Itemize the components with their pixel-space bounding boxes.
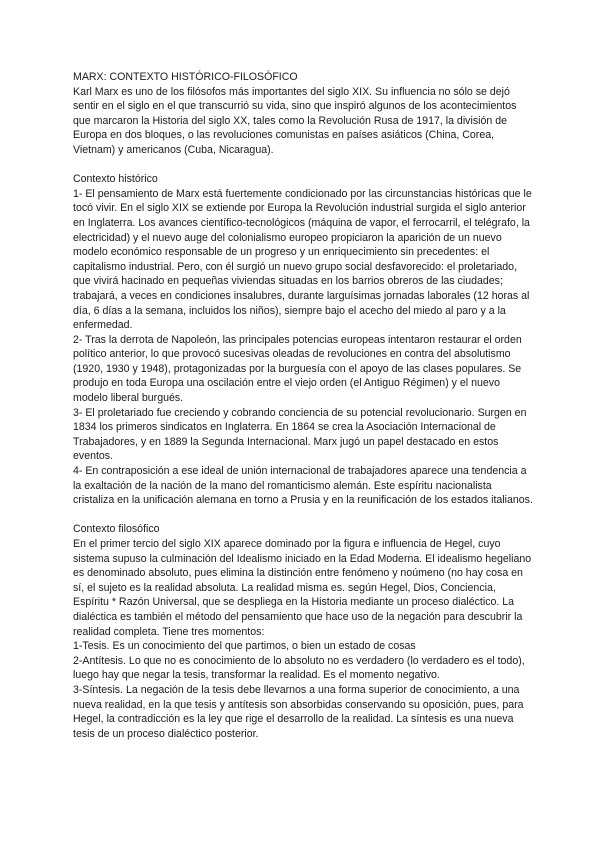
philosophical-context-heading: Contexto filosófico bbox=[73, 523, 160, 536]
antithesis-item: 2-Antítesis. Lo que no es conocimiento de lo absoluto no es verdadero (lo verdadero es el todo), luego hay que negar la tesis, transformar la realidad. Es el momento negativo. bbox=[73, 654, 525, 682]
synthesis-item: 3-Síntesis. La negación de la tesis debe llevarnos a una forma superior de conocimiento, a una nueva realidad, en la que tesis y antítesis son absorbidas conservando su oposición, pues, para Hegel, la contradicción es la ley que rige el desarrollo de la realidad. La síntesis es una nueva tesis de un proceso dialéctico posterior. bbox=[73, 683, 524, 740]
intro-paragraph: Karl Marx es uno de los filósofos más importantes del siglo XIX. Su influencia no sólo se dejó sentir en el siglo en el que transcurrió su vida, sino que inspiró algunos de los acontecimientos que marcaron la Historia del siglo XX, tales como la Revolución Rusa de 1917, la división de Europa en dos bloques, o las revoluciones comunistas en países asiáticos (China, Corea, Vietnam) y americanos (Cuba, Nicaragua). bbox=[73, 85, 517, 156]
section-spacer bbox=[73, 158, 533, 173]
historical-paragraph-4: 4- En contraposición a ese ideal de unión internacional de trabajadores aparece una tendencia a la exaltación de la nación de la mano del romanticismo alemán. Este espíritu nacionalista cristaliza en la unificación alemana en torno a Prusia y en la reunificación de los estados italianos. bbox=[73, 465, 533, 507]
document-page bbox=[73, 70, 533, 741]
philosophical-paragraph-intro: En el primer tercio del siglo XIX aparece dominado por la figura e influencia de Hegel, cuyo sistema supuso la culminación del Idealismo iniciado en la Edad Moderna. El idealismo hegeliano es denominado absoluto, pues elimina la distinción entre fenómeno y noúmeno (no hay cosa en sí, el sujeto es la realidad absoluta. La realidad misma es. según Hegel, Dios, Conciencia, Espíritu * Razón Universal, que se despliega en la Historia mediante un proceso dialéctico. La dialéctica es también el método del pensamiento que hace uso de la negación para descubrir la realidad completa. Tiene tres momentos: bbox=[73, 538, 532, 638]
historical-paragraph-3: 3- El proletariado fue creciendo y cobrando conciencia de su potencial revolucionario. Surgen en 1834 los primeros sindicatos en Inglaterra. En 1864 se crea la Asociación Internacional de Trabajadores, y en 1889 la Segunda Internacional. Marx jugó un papel destacado en estos eventos. bbox=[73, 406, 527, 463]
thesis-item: 1-Tesis. Es un conocimiento del que partimos, o bien un estado de cosas bbox=[73, 640, 416, 653]
historical-paragraph-1: 1- El pensamiento de Marx está fuertemente condicionado por las circunstancias históricas que le tocó vivir. En el siglo XIX se extiende por Europa la Revolución industrial surgida el siglo anterior en Inglaterra. Los avances científico-tecnológicos (máquina de vapor, el ferrocarril, el telégrafo, la electricidad) y el nuevo auge del colonialismo europeo propiciaron la aparición de un nuevo modelo económico responsable de un progreso y un enriquecimiento sin precedentes: el capitalismo industrial. Pero, con él surgió un nuevo grupo social desfavorecido: el proletariado, que vivirá hacinado en pequeñas viviendas situadas en los barrios obreros de las ciudades; trabajará, a veces en condiciones insalubres, durante larguísimas jornadas laborales (12 horas al día, 6 días a la semana, incluidos los niños), siempre bajo el acecho del miedo al paro y a la enfermedad. bbox=[73, 187, 532, 332]
section-spacer bbox=[73, 508, 533, 523]
historical-context-heading: Contexto histórico bbox=[73, 173, 158, 186]
historical-paragraph-2: 2- Tras la derrota de Napoleón, las principales potencias europeas intentaron restaurar el orden político anterior, lo que provocó sucesivas oleadas de revoluciones en contra del absolutismo (1920, 1930 y 1948), protagonizadas por la burguesía con el apoyo de las clases populares. Se produjo en toda Europa una oscilación entre el viejo orden (el Antiguo Régimen) y el nuevo modelo liberal burgués. bbox=[73, 333, 522, 405]
document-title: MARX: CONTEXTO HISTÓRICO-FILOSÓFICO bbox=[73, 71, 298, 83]
